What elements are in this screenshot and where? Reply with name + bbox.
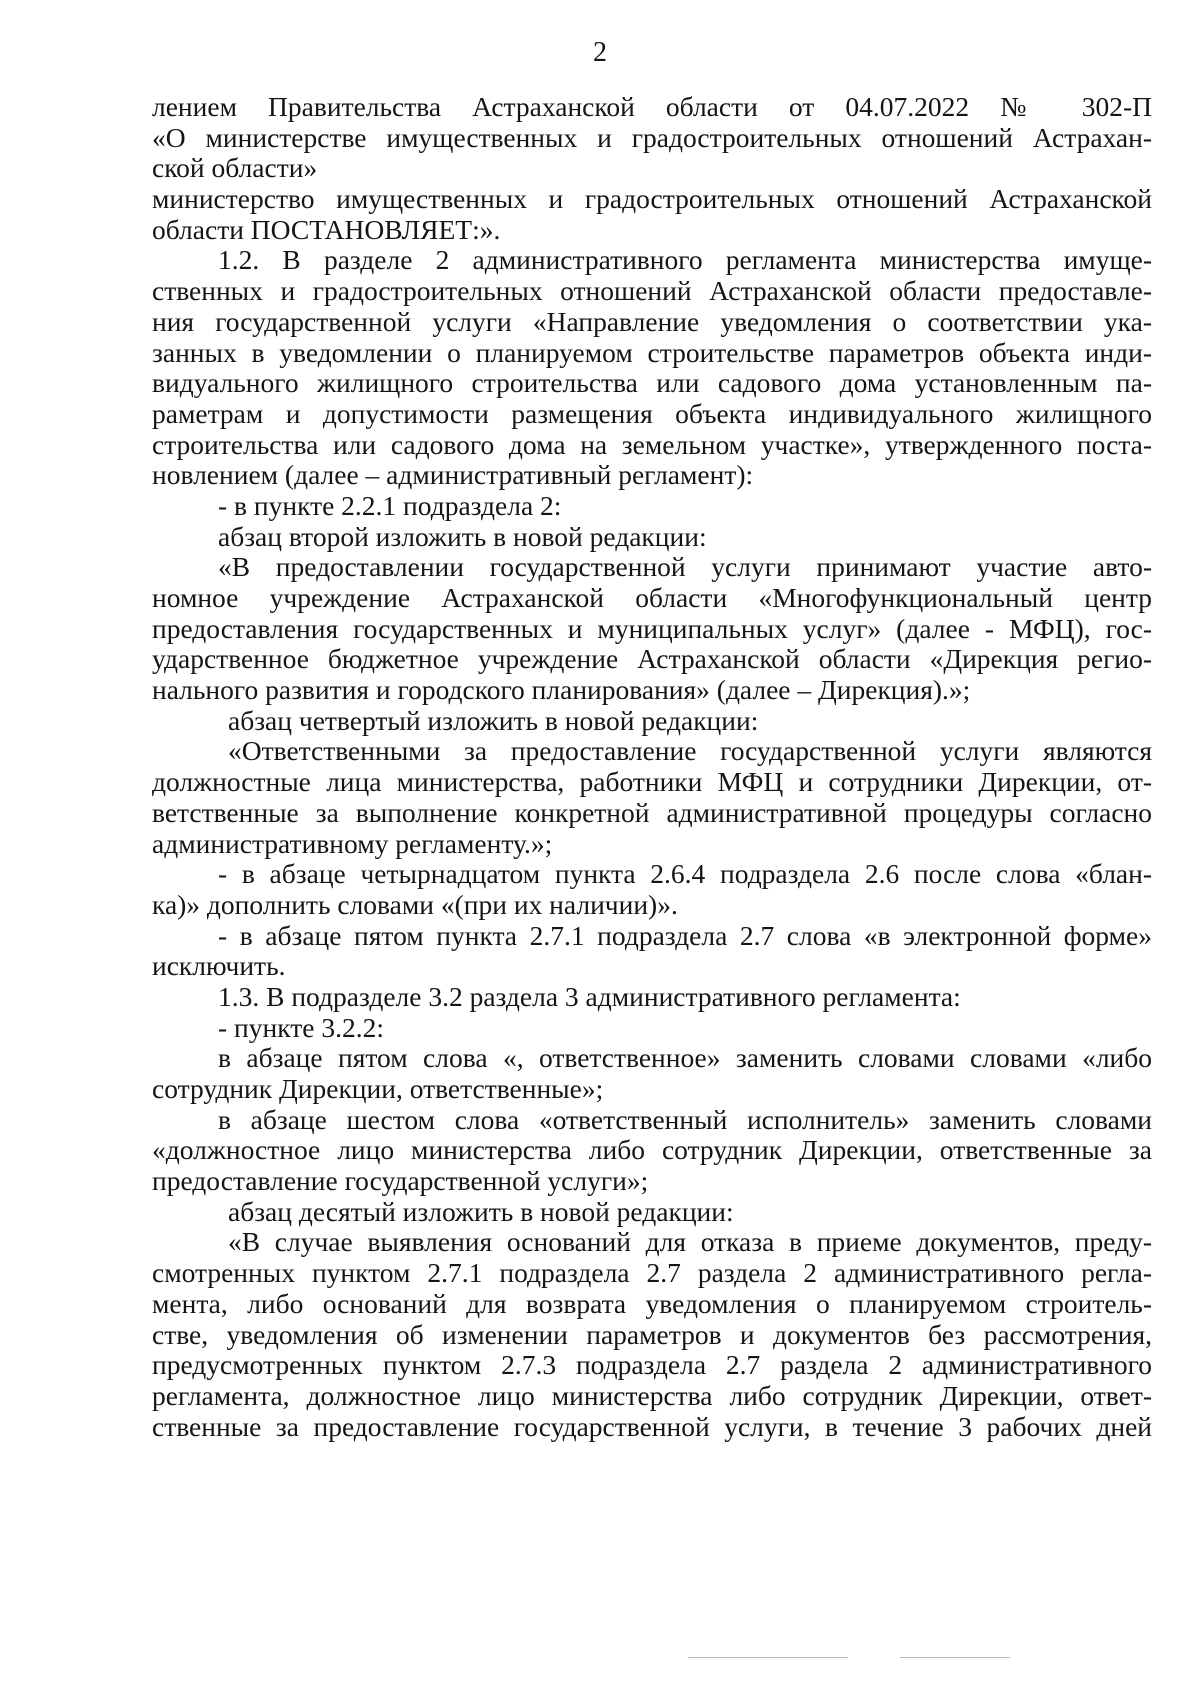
text-line: «должностное лицо министерства либо сотрудник Дирекции, ответственные за	[152, 1134, 1152, 1166]
text-line: новлением (далее – административный регламент):	[152, 459, 754, 491]
text-line: номное учреждение Астраханской области «Многофункциональный центр	[152, 582, 1152, 613]
text-line: «Ответственными за предоставление государственной услуги являются	[228, 735, 1152, 767]
text-line: административному регламенту.»;	[152, 827, 553, 859]
text-line: должностные лица министерства, работники МФЦ и сотрудники Дирекции, от-	[152, 766, 1152, 798]
text-line: ветственные за выполнение конкретной административной процедуры согласно	[152, 796, 1152, 828]
text-line: предоставления государственных и муниципальных услуг» (далее - МФЦ), гос-	[152, 612, 1152, 644]
text-line: предусмотренных пунктом 2.7.3 подраздела 2.7 раздела 2 административного	[152, 1349, 1152, 1381]
text-line: «О министерстве имущественных и градостроительных отношений Астрахан-	[152, 121, 1152, 153]
text-line: «В случае выявления оснований для отказа в приеме документов, преду-	[228, 1226, 1152, 1258]
text-line: 1.3. В подразделе 3.2 раздела 3 административного регламента:	[218, 980, 961, 1012]
text-line: «В предоставлении государственной услуги принимают участие авто-	[218, 551, 1152, 583]
text-line: абзац второй изложить в новой редакции:	[218, 520, 707, 552]
text-line: раметрам и допустимости размещения объекта индивидуального жилищного	[152, 397, 1152, 429]
text-line: - в пункте 2.2.1 подраздела 2:	[218, 489, 562, 521]
text-line: предоставление государственной услуги»;	[152, 1165, 649, 1197]
text-line: - пункте 3.2.2:	[218, 1011, 384, 1043]
text-line: 1.2. В разделе 2 административного регламента министерства имуще-	[218, 244, 1152, 276]
text-line: в абзаце пятом слова «, ответственное» заменить словами словами «либо	[218, 1042, 1152, 1074]
scan-artifact-line	[688, 1657, 848, 1658]
text-line: занных в уведомлении о планируемом строительстве параметров объекта инди-	[152, 336, 1152, 368]
text-line: исключить.	[152, 950, 286, 982]
text-line: области ПОСТАНОВЛЯЕТ:».	[152, 213, 501, 245]
text-line: министерство имущественных и градостроительных отношений Астраханской	[152, 183, 1152, 215]
text-line: стве, уведомления об изменении параметров и документов без рассмотрения,	[152, 1318, 1152, 1350]
text-line: ственных и градостроительных отношений Астраханской области предоставле-	[152, 275, 1152, 307]
text-line: в абзаце шестом слова «ответственный исполнитель» заменить словами	[218, 1103, 1152, 1135]
text-line: абзац десятый изложить в новой редакции:	[228, 1195, 734, 1227]
document-body	[152, 92, 1152, 1442]
text-line: ской области»	[152, 152, 318, 184]
page-number: 2	[593, 37, 607, 68]
text-line: видуального жилищного строительства или садового дома установленным па-	[152, 367, 1152, 399]
text-line: регламента, должностное лицо министерства либо сотрудник Дирекции, ответ-	[152, 1379, 1152, 1411]
text-line: - в абзаце четырнадцатом пункта 2.6.4 подраздела 2.6 после слова «блан-	[218, 858, 1152, 890]
text-line: строительства или садового дома на земельном участке», утвержденного поста-	[152, 428, 1152, 460]
scan-artifact-line	[900, 1657, 1010, 1658]
text-line: ния государственной услуги «Направление уведомления о соответствии ука-	[152, 305, 1152, 337]
text-line: мента, либо оснований для возврата уведомления о планируемом строитель-	[152, 1287, 1152, 1319]
text-line: смотренных пунктом 2.7.1 подраздела 2.7 раздела 2 административного регла-	[152, 1257, 1152, 1289]
text-line: нального развития и городского планирования» (далее – Дирекция).»;	[152, 674, 971, 706]
text-line: лением Правительства Астраханской области от 04.07.2022 № 302-П	[152, 91, 1152, 122]
text-line: абзац четвертый изложить в новой редакции:	[228, 704, 759, 736]
text-line: ственные за предоставление государственной услуги, в течение 3 рабочих дней	[152, 1410, 1152, 1442]
text-line: - в абзаце пятом пункта 2.7.1 подраздела 2.7 слова «в электронной форме»	[218, 919, 1152, 951]
text-line: ударственное бюджетное учреждение Астраханской области «Дирекция регио-	[152, 643, 1152, 675]
text-line: сотрудник Дирекции, ответственные»;	[152, 1073, 604, 1104]
text-line: ка)» дополнить словами «(при их наличии)».	[152, 888, 678, 920]
